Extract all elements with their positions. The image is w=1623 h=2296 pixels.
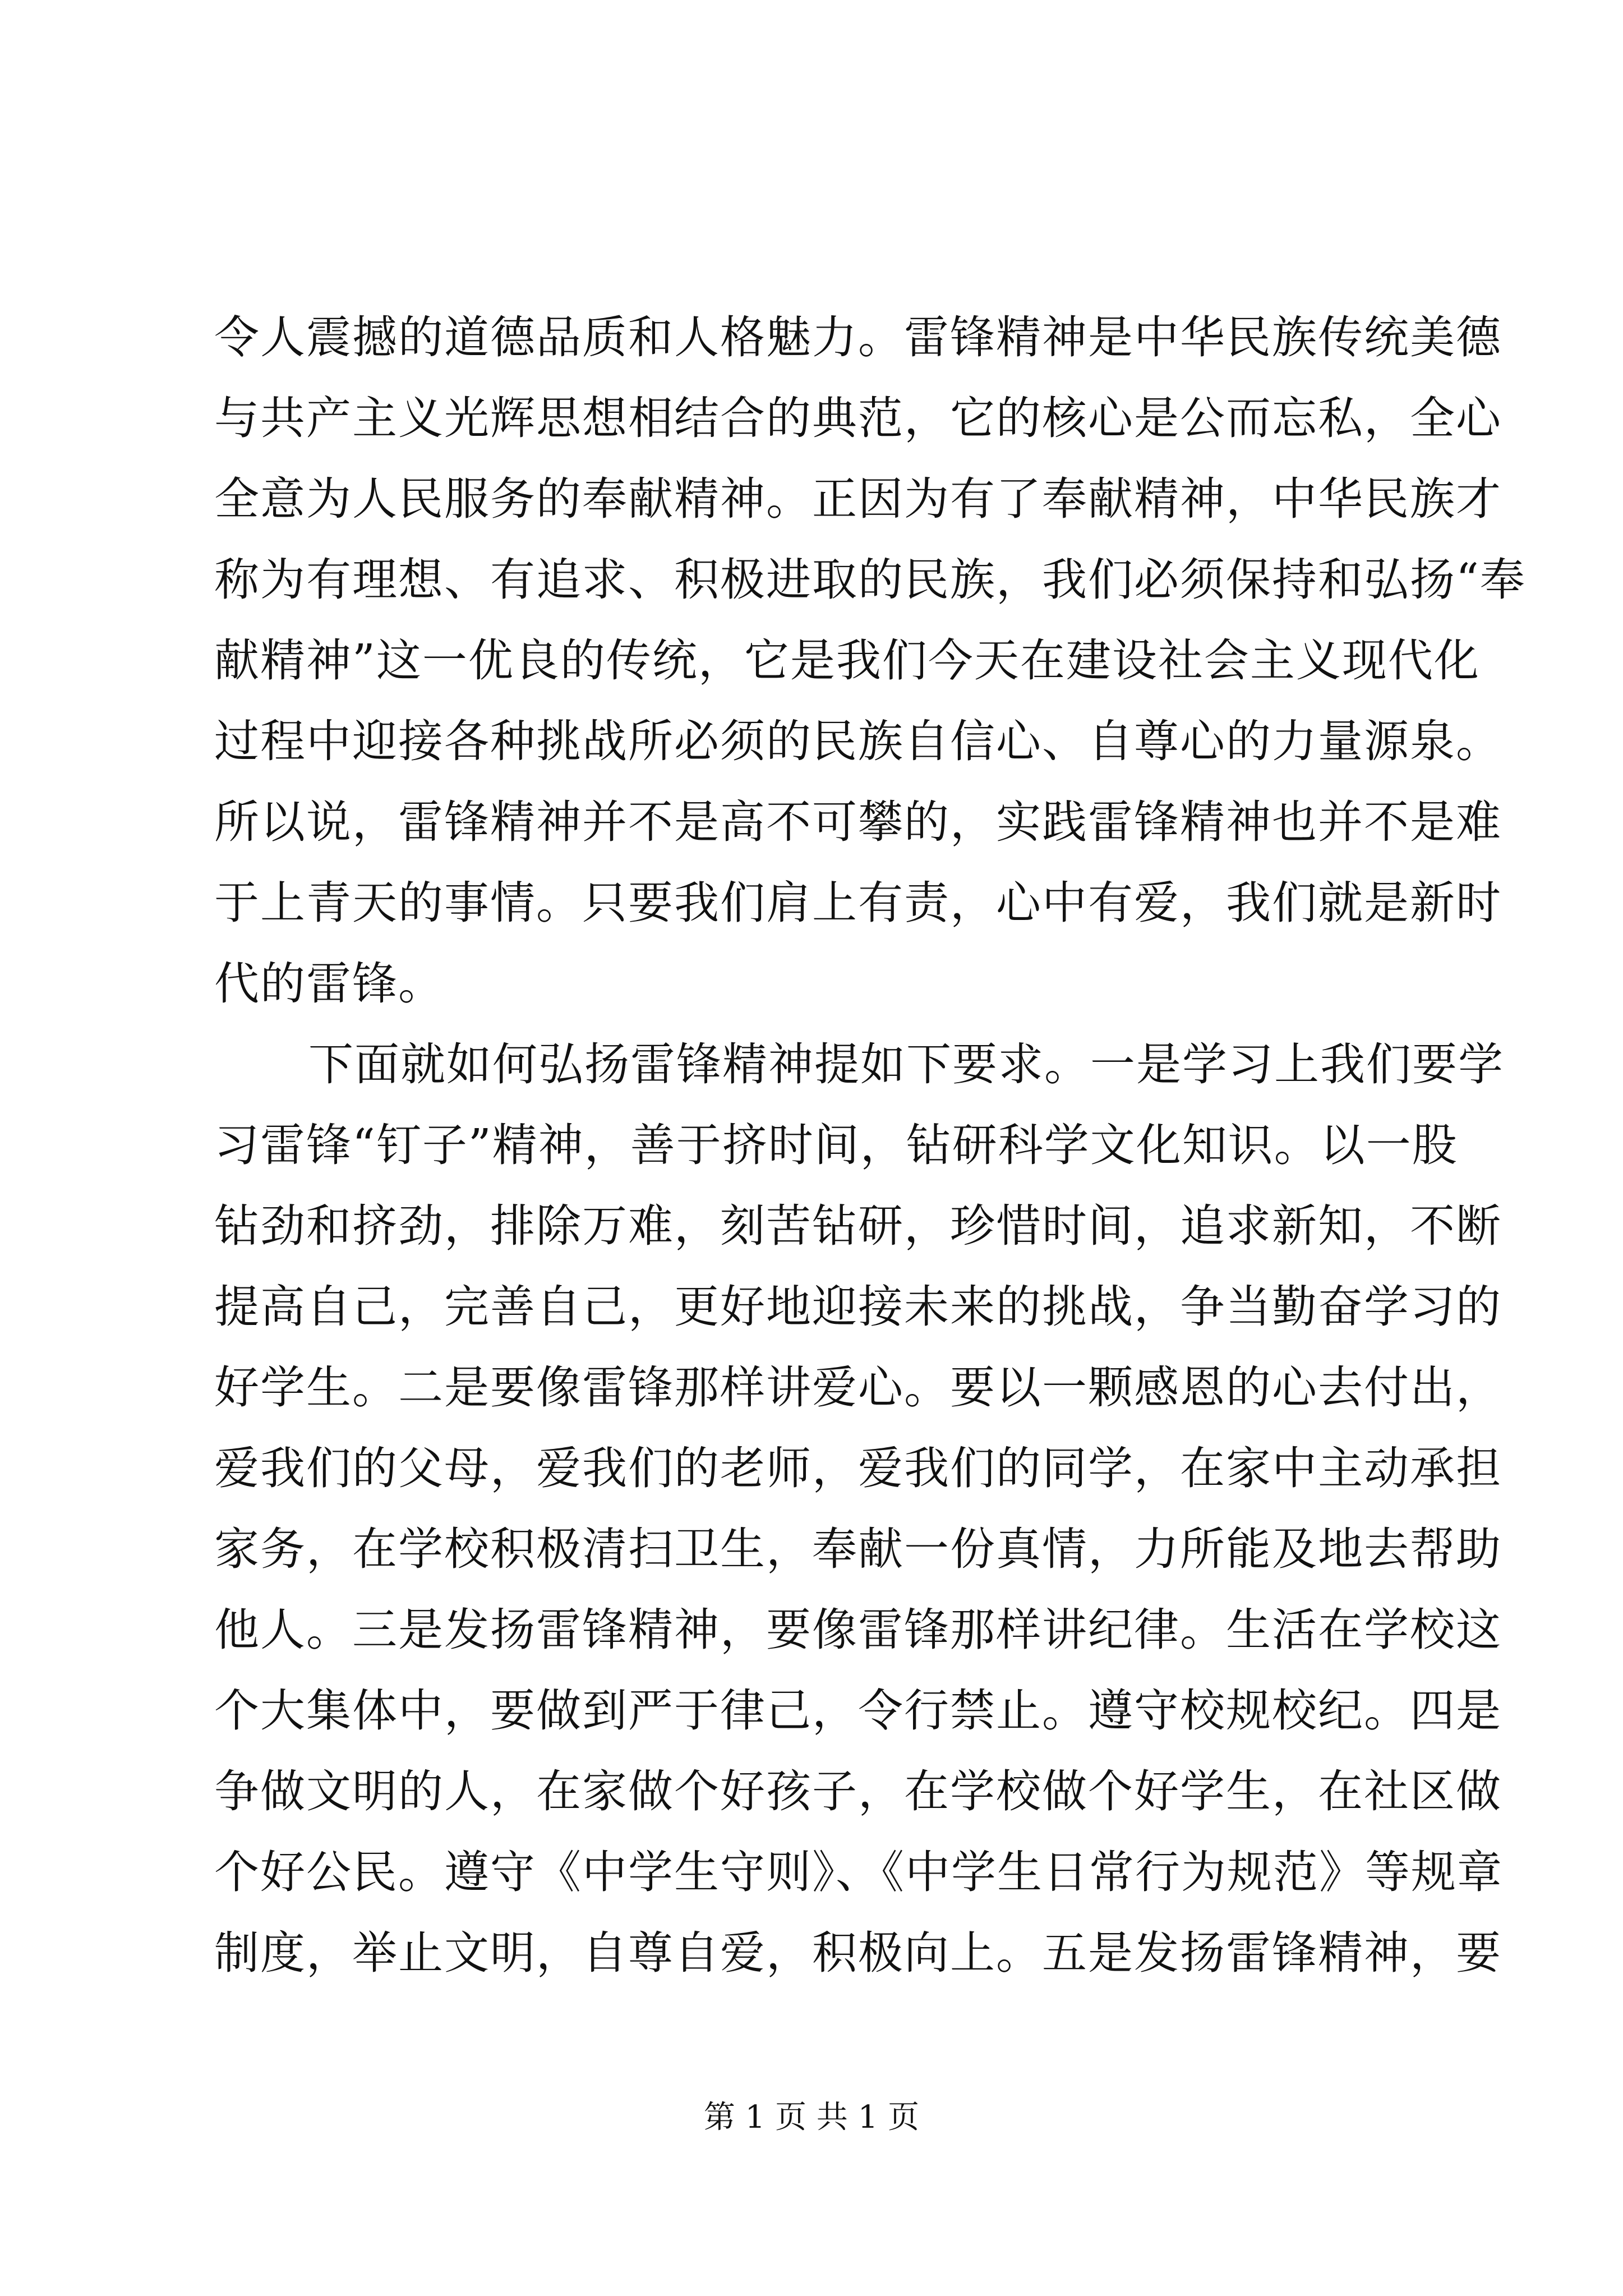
body-text <box>214 297 1526 1994</box>
text-line: 习雷锋“钉子”精神，善于挤时间，钻研科学文化知识。以一股 <box>214 1119 1458 1171</box>
text-line: 令人震撼的道德品质和人格魅力。雷锋精神是中华民族传统美德 <box>214 311 1502 364</box>
text-line: 好学生。二是要像雷锋那样讲爱心。要以一颗感恩的心去付出， <box>214 1361 1502 1414</box>
text-line: 钻劲和挤劲，排除万难，刻苦钻研，珍惜时间，追求新知，不断 <box>214 1200 1502 1252</box>
text-line: 过程中迎接各种挑战所必须的民族自信心、自尊心的力量源泉。 <box>214 715 1502 767</box>
page-footer: 第 1 页 共 1 页 <box>703 2099 920 2136</box>
text-line: 于上青天的事情。只要我们肩上有责，心中有爱，我们就是新时 <box>214 877 1502 929</box>
text-line: 争做文明的人，在家做个好孩子，在学校做个好学生，在社区做 <box>214 1765 1502 1818</box>
text-line: 个好公民。遵守《中学生守则》、《中学生日常行为规范》等规章 <box>214 1846 1503 1898</box>
text-line: 与共产主义光辉思想相结合的典范，它的核心是公而忘私，全心 <box>214 392 1502 444</box>
text-line: 代的雷锋。 <box>214 958 444 1010</box>
text-line: 献精神”这一优良的传统，它是我们今天在建设社会主义现代化 <box>214 634 1480 687</box>
text-line: 他人。三是发扬雷锋精神，要像雷锋那样讲纪律。生活在学校这 <box>214 1604 1502 1656</box>
text-line: 家务，在学校积极清扫卫生，奉献一份真情，力所能及地去帮助 <box>214 1523 1502 1575</box>
text-line: 个大集体中，要做到严于律己，令行禁止。遵守校规校纪。四是 <box>214 1685 1502 1737</box>
paragraph-start-line: 下面就如何弘扬雷锋精神提如下要求。一是学习上我们要学 <box>308 1038 1504 1091</box>
text-line: 所以说，雷锋精神并不是高不可攀的，实践雷锋精神也并不是难 <box>214 796 1502 848</box>
text-line: 称为有理想、有追求、积极进取的民族，我们必须保持和弘扬“奉 <box>214 554 1526 606</box>
text-line: 提高自己，完善自己，更好地迎接未来的挑战，争当勤奋学习的 <box>214 1281 1502 1333</box>
text-line: 全意为人民服务的奉献精神。正因为有了奉献精神，中华民族才 <box>214 473 1502 525</box>
text-line: 爱我们的父母，爱我们的老师，爱我们的同学，在家中主动承担 <box>214 1442 1502 1494</box>
text-line: 制度，举止文明，自尊自爱，积极向上。五是发扬雷锋精神，要 <box>214 1927 1502 1979</box>
